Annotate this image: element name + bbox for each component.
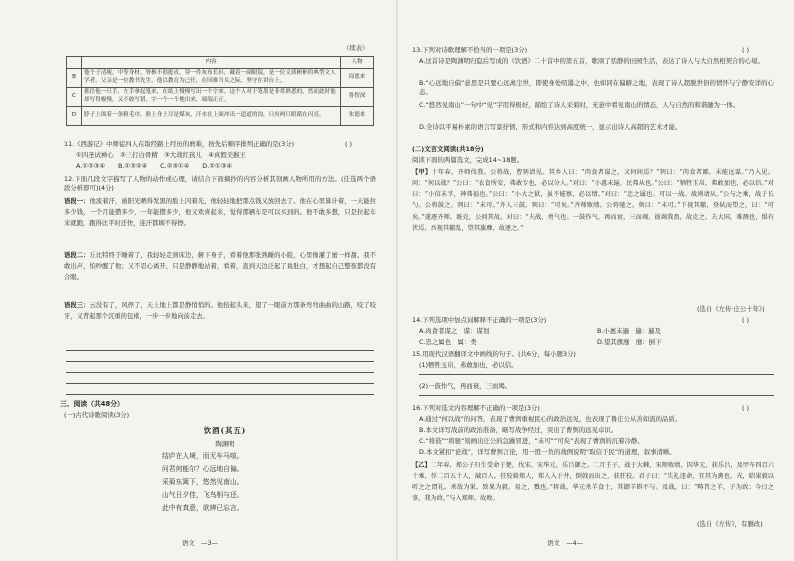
q15-stem: 15.用现代汉语翻译文中画线的句子。(共6分，每小题3分) [412,350,576,358]
table-row: B 他个子清瘦，中等身材，脊椎不很挺直，穿一件灰布长衫，戴着一副眼镜，是一位文质彬彬的典型文人学者。父亲是一位教书先生，他以教育为己任，在国难当头之际，坚守在讲台上。 周恩来 [67,69,374,88]
q14-option-c: C.忠之属也 属：类 [419,338,477,346]
page-number: 语文 —4— [547,539,584,547]
poem-line: 问君何能尔？心远地自偏。 [162,465,244,474]
passage-jia: 【甲】十年春，齐师伐我。公将战，曹刿请见。其乡人曰：“肉食者谋之，又何间焉？”刿曰：“肉食者鄙，未能远谋。”乃入见。问：“何以战？”公曰：“衣食所安，弗敢专也，必以分人。”对曰：“小惠未遍，民弗从也。”公曰：“牺牲玉帛，弗敢加也，必以信。”对曰：“小信未孚，神弗福也。”公曰：“小大之狱，虽不能察，必以情。”对曰：“忠之属也。可以一战。战则请从。”公与之乘，战于长勺。公将鼓之。刿曰：“未可。”齐人三鼓。刿曰：“可矣。”齐师败绩。公将驰之。刿曰：“未可。”下视其辙，登轼而望之，曰：“可矣。”遂逐齐师。既克，公问其故。对曰：“夫战，勇气也。一鼓作气，再而衰，三而竭。彼竭我盈，故克之。夫大国，难测也，惧有伏焉。吾视其辙乱，望其旗靡，故逐之。” [412,169,774,232]
passage-1: 语段一：他流着汗，被阳光晒得发黑的脸上闪着光，他轻轻地把那点钱又放回去了。他在心里算计着，一天能拉多少钱，一个月能攒多少，一年能攒多少，他又欢喜起来，觉得那辆车是可以买到的。他不敢多想，只是拉起车来就跑，跑得比平时还快，连汗都顾不得擦。 [64,198,377,228]
q13-option-d: D.全诗以平易朴素的语言写景抒情，形式和内容达到高度统一，显示出诗人高超的艺术才能。 [419,123,682,131]
poem-line: 山气日夕佳，飞鸟相与还。 [162,490,244,499]
poem-line: 结庐在人境，而无车马喧。 [162,452,244,461]
passage-jia-label: 【甲】 [412,169,432,176]
passage-2-label: 语段二： [64,252,90,259]
poem [150,424,300,515]
classical-section-heading: (二)文言文阅读(共18分) [412,145,484,153]
answer-paren[interactable]: ( ) [742,316,750,324]
continue-note: （续表） [343,44,369,52]
poem-author: 陶渊明 [215,440,235,449]
q11-items: ①四圣试禅心 ②三打白骨精 ③大战红孩儿 ④真假美猴王 [76,151,246,159]
answer-paren[interactable]: ( ) [345,140,353,148]
poem-line: 采菊东篱下，悠然见南山。 [162,478,244,487]
q15-answer-line-2[interactable] [419,385,774,396]
q12-stem: 12.下面几段文字描写了人物的动作或心理，请结合下面摘抄的内容分析其刻画人物所用的方法。(任选两个语段分析即可)(4分) [64,175,376,193]
passage-1-label: 语段一： [64,198,90,205]
q13-option-c: C.“悠然见南山”一句中“见”字用得极好，描绘了诗人采菊时，无意中看见南山的情态，人与自然的和谐融为一体。 [419,101,740,109]
table-row: C 抓住他一只手，左手拿起笔来，在纸上慢慢写出一个字来。这个人对于笔墨是非常熟悉的，然而此时他却写得极慢，又不敢写错，字一个一个地出来，端端正正。 鲁智深 [67,88,374,107]
table-row: D 脖子上围着一条粗毛巾，脸上身上尽是煤灰，汗水在上面冲出一道道的沟，只有两只眼睛在闪亮。 朱德来 [67,107,374,126]
reading-hint: 阅读下面的两篇选文，完成14~18题。 [412,156,524,164]
q13-option-b: B.“心远地自偏”意思是只要心远离尘世，即使身处喧嚣之中，也如同在偏僻之地，表现了诗人超脱世俗的情怀与宁静安详的心态。 [419,79,774,97]
history-table [66,56,374,126]
answer-lines[interactable] [66,340,374,395]
table-header: 内容 [82,57,341,69]
q11-stem: 11.《西游记》中师徒四人在取经路上经历的磨难，按先后顺序排列正确的是(3分) [64,140,295,148]
q14-option-d: D.望其旗靡 靡：倒下 [597,338,662,346]
answer-paren[interactable]: ( ) [742,404,750,412]
q16-option-b: B.本文详写战前的政治准备，略写战争经过，突出了曹刿的远见卓识。 [419,426,618,434]
q13-stem: 13.下列对诗歌理解不恰当的一项是(3分) [412,46,528,54]
page-number: 语文 —3— [182,539,219,547]
q14-option-a: A.肉食者谋之 谋：谋划 [419,327,490,335]
q16-option-d: D.本文紧扣“论战”，详写曹刿言论，用一胜一负的战例说明“取信于民”的道理，叙事清晰。 [419,448,676,456]
q16-option-a: A.通过“何以战”的问答，表现了曹刿重视民心的政治远见，也表现了鲁庄公从善如流的品质。 [419,415,682,423]
q11-options: A.①②③④ B.①③②④ C.②③①④ D.②①③④ [76,162,233,170]
q15-sentence-2: (2)一鼓作气，再而衰，三而竭。 [419,382,512,390]
right-page [397,0,794,561]
passage-3: 语段三：云没有了，风停了，天上地上都是静悄悄的。他抬起头来，望了一眼前方那条弯弯曲曲的山路，咬了咬牙，又背起那个沉重的包袱，一步一步地向前走去。 [64,302,377,321]
passage-2: 语段二：丘比特终于睡着了，我轻轻走到床边，俯下身子，看着他那张熟睡的小脸，心里像灌了蜜一样甜。我不敢出声，怕吵醒了他；又不忍心离开，只是静静地站着，看着，直到天边泛起了鱼肚白，才想起自己整夜都没有合眼。 [64,252,377,282]
q14-stem: 14.下列选项中加点词解释不正确的一项是(3分) [412,316,547,324]
poem-title: 饮酒(其五) [203,426,247,435]
passage-yi-source: (选自《左传》，有删改) [697,520,763,528]
poem-line: 此中有真意，欲辨已忘言。 [162,503,244,512]
poem-section-heading: (一)古代诗歌阅读(3分) [64,411,130,419]
q15-sentence-1: (1)牺牲玉帛，弗敢加也，必以信。 [419,361,518,369]
q16-stem: 16.下列对选文内容理解不正确的一项是(3分) [412,404,540,412]
q13-option-a: A.这首诗是陶渊明归隐后写成的《饮酒》二十首中的第五首，歌颂了恬静的田园生活，表达了诗人与大自然相契合的心境。 [419,57,764,65]
section-3-heading: 三、阅读（共48分） [60,400,124,408]
q14-option-b: B.小惠未遍 遍：遍及 [597,327,661,335]
q15-answer-line-1[interactable] [419,364,774,375]
passage-yi: 【乙】二年春，郑公子归生受命于楚，伐宋。宋华元、乐吕御之。二月壬子，战于大棘，宋师败绩，囚华元，获乐吕，及甲车四百六十乘，俘二百五十人，馘百人。狂狡辂郑人，郑人入于井，倒戟而出之，获狂狡。君子曰：“失礼违命，宜其为禽也。戎，昭果毅以听之之谓礼。杀敌为果，致果为毅。易之，戮也。”将战，华元杀羊食士，其御羊斟不与。及战，曰：“畴昔之羊，子为政；今日之事，我为政。”与入郑师，故败。 [412,462,775,503]
q16-option-c: C.“将鼓”“将驰”刻画出庄公的急躁冒进，“未可”“可矣”表现了曹刿的沉着冷静。 [419,437,644,445]
answer-paren[interactable]: ( ) [742,46,750,54]
passage-3-label: 语段三： [64,302,90,309]
table-header: 人物 [341,57,374,69]
passage-yi-label: 【乙】 [412,462,431,469]
passage-jia-source: (选自《左传·庄公十年》) [697,305,765,313]
table-header [67,57,82,69]
